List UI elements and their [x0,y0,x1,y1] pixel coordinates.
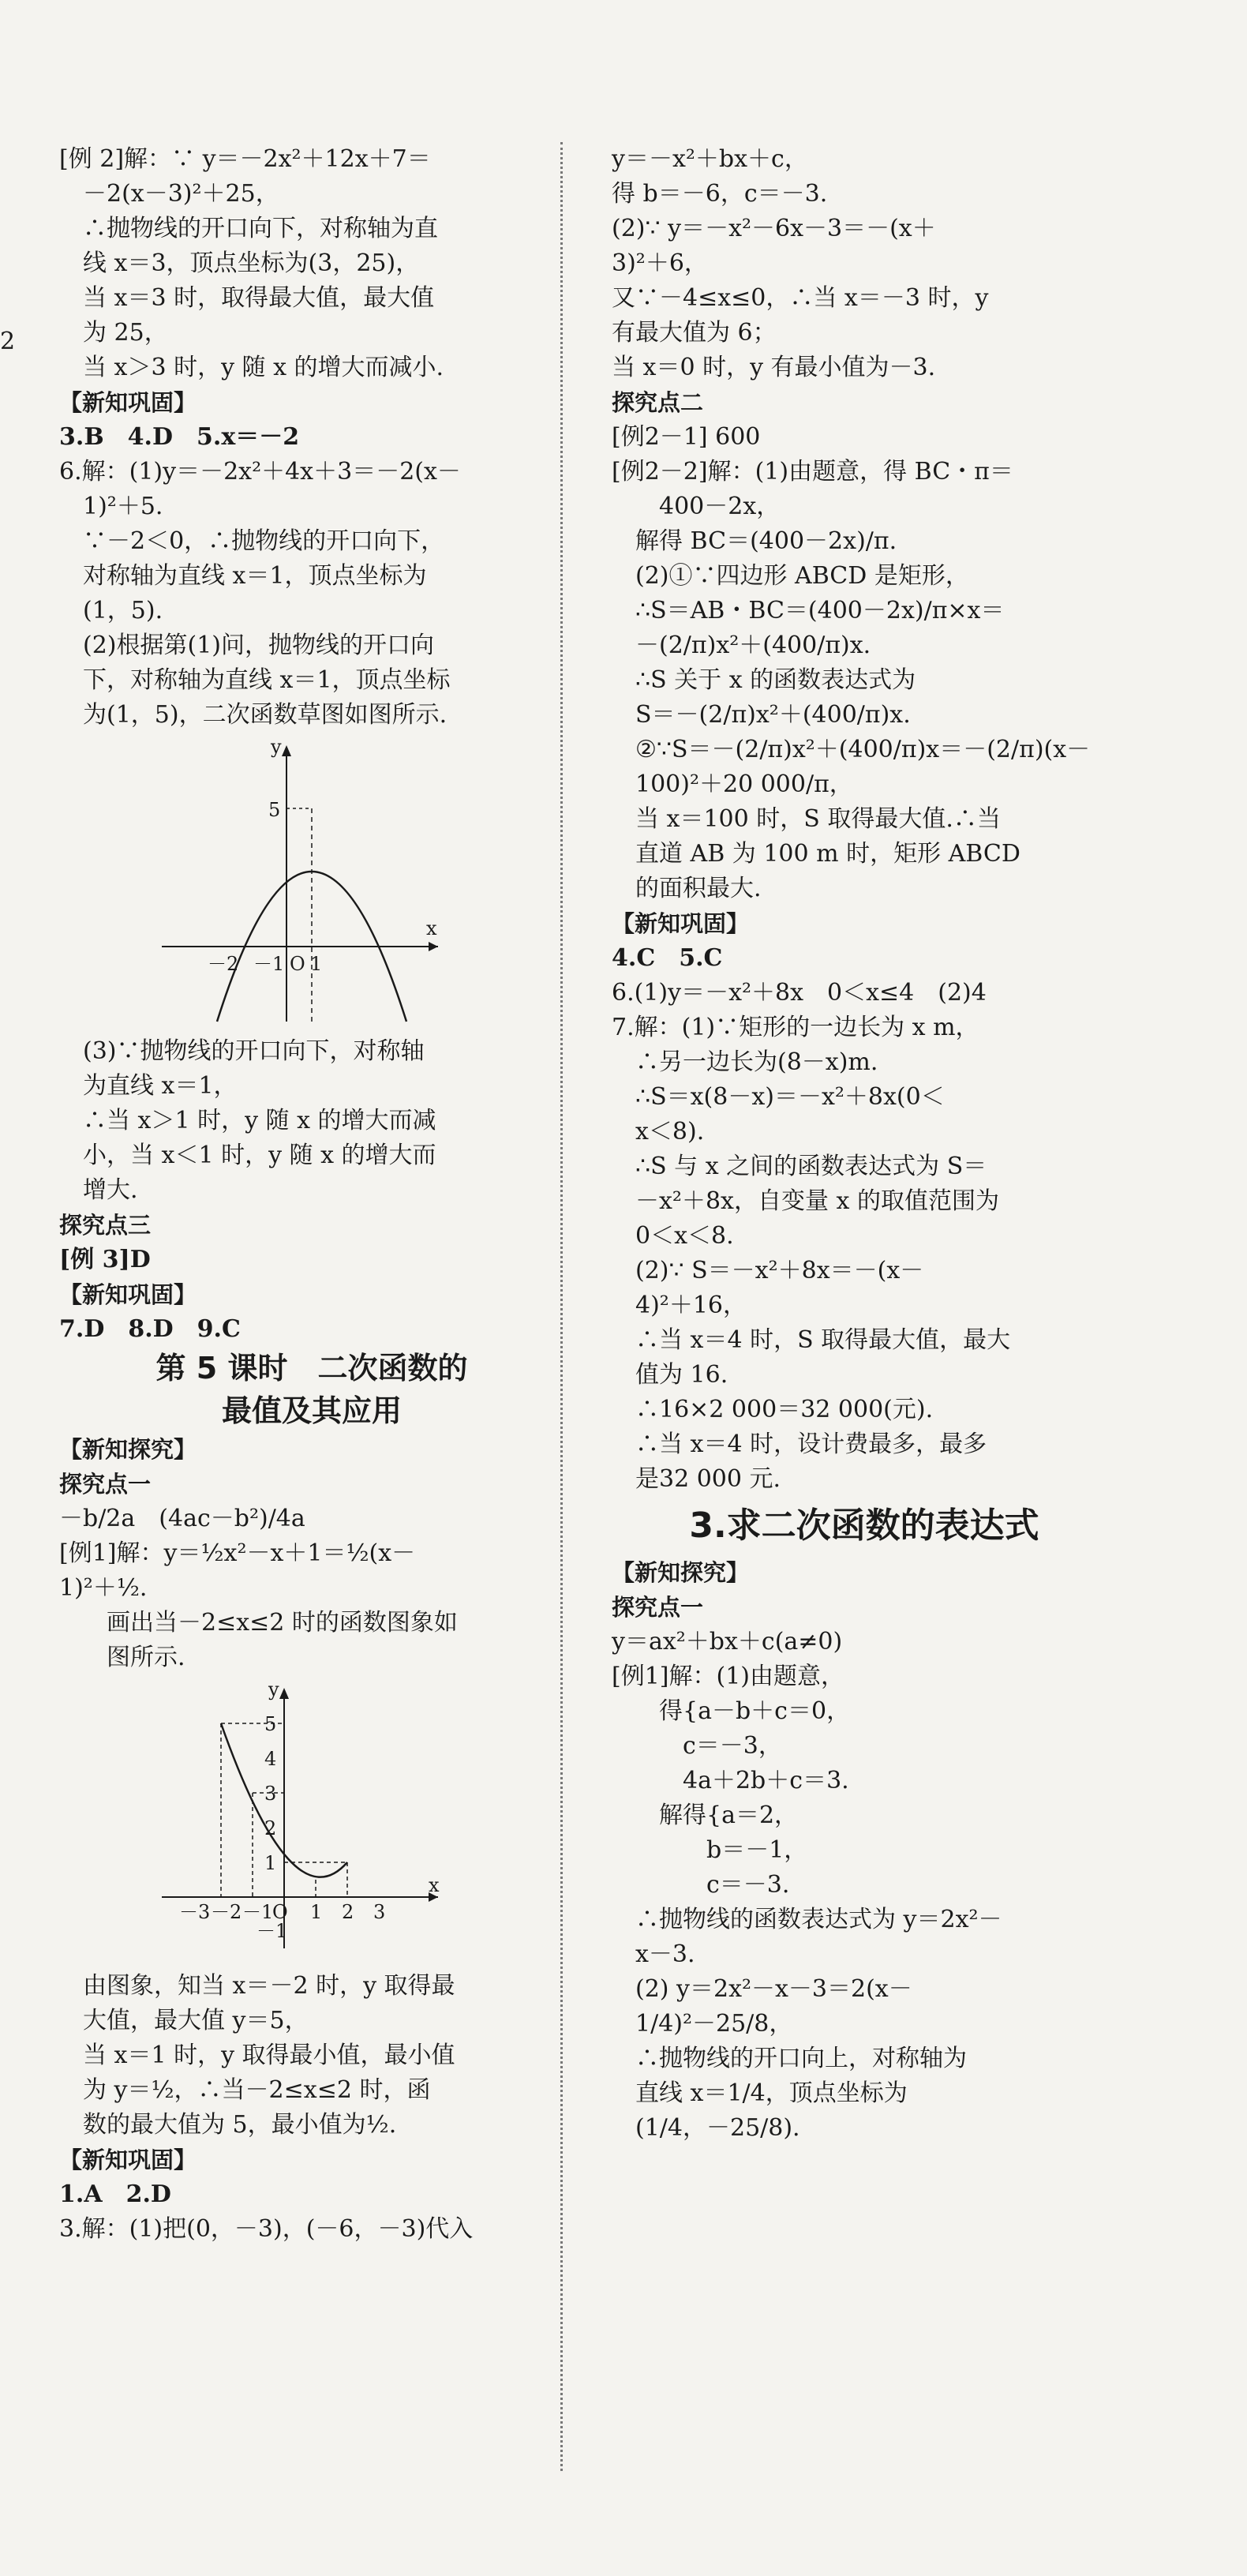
tick-x-minus-3: －3 [179,1901,211,1923]
text-line: 为直线 x＝1， [83,1072,238,1100]
text-line: (2)∵ S＝－x²＋8x＝－(x－ [635,1257,924,1284]
y-axis-arrow [279,1688,289,1699]
right-column [612,142,1117,2146]
text-line: 为(1，5)，二次函数草图如图所示. [83,701,447,729]
text-line: 又∵－4≤x≤0，∴当 x＝－3 时，y [612,284,989,312]
text-line: 得{a－b＋c＝0， [659,1697,851,1725]
example-2-solution [59,142,564,385]
text-line: 1)²＋½. [59,1574,148,1602]
text-line: [例1]解：y＝½x²－x＋1＝½(x－ [59,1539,416,1567]
tick-y-minus-1: －1 [257,1920,288,1942]
x-axis-arrow [429,942,438,951]
text-line: 小，当 x＜1 时，y 随 x 的增大而 [83,1142,436,1169]
example-1-fit-solution [612,1625,1117,2146]
text-line: 对称轴为直线 x＝1，顶点坐标为 [83,562,427,590]
left-column [59,142,564,2247]
example-2-2-solution [612,455,1117,906]
tick-y-5: 5 [264,1713,277,1735]
section-heading: 【新知巩固】 [612,910,750,937]
tick-x-1: 1 [310,1901,323,1923]
text-line: 由图象，知当 x＝－2 时，y 取得最 [83,1972,455,2000]
sub-heading: 探究点二 [612,389,704,416]
text-line: －2(x－3)²＋25， [83,180,279,208]
lesson-title-line-2: 最值及其应用 [221,1393,402,1428]
answer-line: [例 3]D [59,1246,151,1273]
answer-line: [例2－1] 600 [612,423,761,451]
page-edge-mark: 2 [0,328,16,355]
text-line: 为 25， [83,319,168,347]
text-line: c＝－3， [683,1732,782,1760]
text-line: 7.解：(1)∵矩形的一边长为 x m， [612,1014,979,1041]
parabola-sketch-figure [154,737,454,1029]
x-axis-label: x [426,917,437,939]
text-line: 线 x＝3，顶点坐标为(3，25)， [83,249,420,277]
tick-x-3: 3 [373,1901,386,1923]
section-heading: 【新知巩固】 [59,1281,197,1308]
text-line: 的面积最大. [635,875,762,902]
text-line: ∵－2＜0，∴抛物线的开口向下， [83,527,445,555]
tick-x-2: 2 [342,1901,354,1923]
text-line: 为 y＝½，∴当－2≤x≤2 时，函 [83,2076,431,2104]
tick-y-1: 1 [264,1852,277,1874]
section-heading: 【新知巩固】 [59,389,197,416]
y-axis-label: y [268,1680,279,1700]
exercise-6-7-block [612,976,1117,1497]
sub-heading: 探究点三 [59,1212,152,1239]
tick-y-2: 2 [264,1817,277,1839]
sub-heading: 探究点一 [59,1471,152,1498]
text-line: ∴S＝AB・BC＝(400－2x)/π×x＝ [635,597,1005,624]
text-line: [例1]解：(1)由题意， [612,1663,844,1690]
text-line: y＝ax²＋bx＋c(a≠0) [612,1628,843,1655]
text-line: －(2/π)x²＋(400/π)x. [635,632,871,659]
tick-x-minus-2: －2 [211,1901,242,1923]
answer-line: 1.A 2.D [59,2180,171,2208]
text-line: －x²＋8x，自变量 x 的取值范围为 [635,1187,999,1215]
text-line: (2)根据第(1)问，抛物线的开口向 [83,632,434,659]
text-line: 有最大值为 6； [612,319,777,347]
text-line: (2)∵ y＝－x²－6x－3＝－(x＋ [612,215,936,242]
example-1-solution [59,1536,564,1675]
tick-label-1: 1 [310,953,323,975]
text-line: ∴抛物线的开口向上，对称轴为 [635,2045,967,2072]
text-line: 图所示. [107,1644,185,1671]
text-line: 当 x＝1 时，y 取得最小值，最小值 [83,2042,455,2069]
text-line: ∴当 x＝4 时，设计费最多，最多 [635,1430,987,1458]
text-line: c＝－3. [706,1871,790,1899]
text-line: [例2－2]解：(1)由题意，得 BC・π＝ [612,458,1013,486]
text-line: (2) y＝2x²－x－3＝2(x－ [635,1975,912,2003]
y-axis-label: y [271,737,282,758]
text-line: (1/4，－25/8). [635,2114,800,2142]
tick-y-4: 4 [264,1748,277,1770]
exercise-block [59,420,564,733]
text-line: (3)∵抛物线的开口向下，对称轴 [83,1037,425,1065]
text-line: 当 x＝0 时，y 有最小值为－3. [612,354,936,381]
graph-conclusion [59,1969,564,2143]
text-line: ∴抛物线的函数表达式为 y＝2x²－ [635,1906,1002,1933]
text-line: ②∵S＝－(2/π)x²＋(400/π)x＝－(2/π)(x－ [635,736,1091,763]
tick-x-minus-1: －1 [242,1901,274,1923]
x-axis-label: x [429,1874,440,1896]
formula-line: －b/2a (4ac－b²)/4a [59,1505,305,1532]
text-line: 0＜x＜8. [635,1222,734,1250]
text-line: 4a＋2b＋c＝3. [683,1767,849,1794]
text-line: 100)²＋20 000/π， [635,771,853,798]
section-heading: 【新知探究】 [59,1436,197,1463]
answer-line: 7.D 8.D 9.C [59,1315,241,1343]
tick-y-3: 3 [264,1783,277,1805]
text-line: 下，对称轴为直线 x＝1，顶点坐标 [83,666,451,694]
text-line: 直线 x＝1/4，顶点坐标为 [635,2079,908,2107]
tick-label-minus-2: －2 [208,953,239,975]
section-title: 3.求二次函数的表达式 [689,1505,1039,1546]
tick-x-origin: O [272,1901,288,1923]
sub-heading: 探究点一 [612,1594,704,1621]
text-line: 3)²＋6， [612,249,708,277]
answer-line: 4.C 5.C [612,944,723,972]
text-line: 直道 AB 为 100 m 时，矩形 ABCD [635,840,1020,868]
text-line: y＝－x²＋bx＋c， [612,145,808,173]
part-3-block [59,1034,564,1208]
lesson-title-line-1: 第 5 课时 二次函数的 [155,1351,468,1385]
text-line: ∴当 x＝4 时，S 取得最大值，最大 [635,1326,1011,1354]
text-line: 数的最大值为 5，最小值为½. [83,2111,397,2139]
text-line: 1/4)²－25/8， [635,2010,793,2038]
text-line: 当 x＝3 时，取得最大值，最大值 [83,284,435,312]
function-graph-figure [154,1680,454,1964]
text-line: b＝－1， [706,1836,808,1864]
text-line: 4)²＋16， [635,1292,747,1319]
text-line: 大值，最大值 y＝5， [83,2007,309,2034]
text-line: 值为 16. [635,1361,728,1389]
text-line: (1，5). [83,597,163,624]
text-line: ∴S 与 x 之间的函数表达式为 S＝ [635,1153,987,1180]
text-line: ∴16×2 000＝32 000(元). [635,1396,934,1423]
text-line: 解得{a＝2， [659,1802,799,1829]
tick-label-5: 5 [268,799,281,821]
text-line: 当 x＝100 时，S 取得最大值.∴当 [635,805,1001,833]
text-line: 6.解：(1)y＝－2x²＋4x＋3＝－2(x－ [59,458,461,486]
y-axis-arrow [282,745,291,756]
tick-label-minus-1: －1 [253,953,285,975]
section-heading: 【新知探究】 [612,1559,750,1586]
text-line: 解得 BC＝(400－2x)/π. [635,527,897,555]
text-line: ∴另一边长为(8－x)m. [635,1048,878,1076]
text-line: 当 x＞3 时，y 随 x 的增大而减小. [83,354,444,381]
text-line: 3.解：(1)把(0，－3)，(－6，－3)代入 [59,2215,474,2243]
text-line: 画出当－2≤x≤2 时的函数图象如 [107,1609,458,1637]
text-line: ∴当 x＞1 时，y 随 x 的增大而减 [83,1107,436,1134]
text-line: 1)²＋5. [83,493,163,520]
text-line: 400－2x， [659,493,781,520]
text-line: 是32 000 元. [635,1465,781,1493]
text-line: x＜8). [635,1118,705,1146]
text-line: [例 2]解：∵ y＝－2x²＋12x＋7＝ [59,145,431,173]
exercise-3-continued [612,142,1117,385]
origin-label: O [290,953,305,975]
section-heading: 【新知巩固】 [59,2147,197,2173]
text-line: 增大. [83,1176,138,1204]
text-line: (2)①∵四边形 ABCD 是矩形， [635,562,969,590]
text-line: 6.(1)y＝－x²＋8x 0＜x≤4 (2)4 [612,979,987,1007]
text-line: 得 b＝－6，c＝－3. [612,180,828,208]
text-line: ∴S 关于 x 的函数表达式为 [635,666,916,694]
text-line: S＝－(2/π)x²＋(400/π)x. [635,701,911,729]
text-line: ∴抛物线的开口向下，对称轴为直 [83,215,438,242]
text-line: x－3. [635,1940,695,1968]
text-line: ∴S＝x(8－x)＝－x²＋8x(0＜ [635,1083,945,1111]
answer-line: 3.B 4.D 5.x＝－2 [59,423,300,451]
